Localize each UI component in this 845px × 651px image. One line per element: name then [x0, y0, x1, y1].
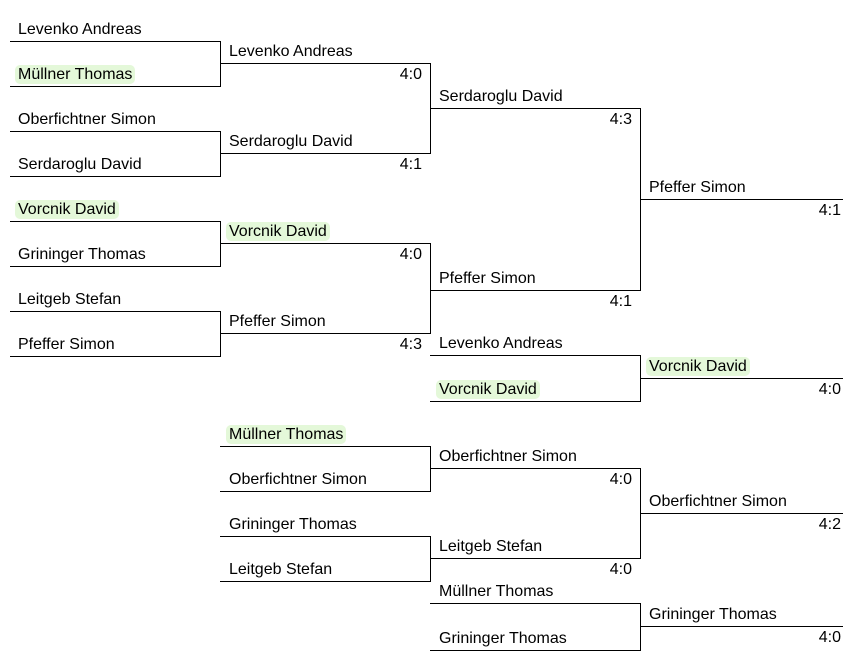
round1-player-name: Oberfichtner Simon — [18, 111, 156, 128]
round1-line — [10, 221, 220, 222]
round2-line — [220, 243, 430, 244]
placement-round2-line — [430, 468, 640, 469]
semifinal-score: 4:3 — [609, 111, 632, 128]
round1-player-name: Müllner Thomas — [15, 65, 135, 84]
placement-round1-line — [220, 536, 430, 537]
third-place-score: 4:0 — [818, 381, 841, 398]
placement-round1-line — [220, 491, 430, 492]
consolation-line — [430, 603, 640, 604]
third-place-winner-line — [640, 378, 843, 379]
consolation-player-name: Grininger Thomas — [439, 630, 567, 647]
semifinal-player-name: Pfeffer Simon — [439, 270, 536, 287]
placement-round1-line — [220, 581, 430, 582]
placement-player-name: Grininger Thomas — [229, 516, 357, 533]
round1-line — [10, 131, 220, 132]
round2-line — [220, 333, 430, 334]
placement-player-name: Oberfichtner Simon — [229, 471, 367, 488]
third-place-player-name: Vorcnik David — [436, 380, 540, 399]
third-place-line — [430, 401, 640, 402]
placement-final-score: 4:2 — [818, 516, 841, 533]
placement-connector — [430, 536, 431, 582]
third-place-winner-name: Vorcnik David — [646, 357, 750, 376]
placement-player-name: Müllner Thomas — [226, 425, 346, 444]
round1-player-name: Levenko Andreas — [18, 21, 142, 38]
placement-round2-line — [430, 558, 640, 559]
final-line — [640, 199, 843, 200]
placement-round2-score: 4:0 — [609, 471, 632, 488]
semifinal-score: 4:1 — [609, 293, 632, 310]
round1-connector — [220, 41, 221, 87]
round2-line — [220, 63, 430, 64]
round2-player-name: Levenko Andreas — [229, 43, 353, 60]
round1-connector — [220, 311, 221, 357]
final-player-name: Pfeffer Simon — [649, 179, 746, 196]
round1-line — [10, 86, 220, 87]
placement-round2-player-name: Oberfichtner Simon — [439, 448, 577, 465]
round1-connector — [220, 221, 221, 267]
round1-line — [10, 311, 220, 312]
consolation-connector — [640, 603, 641, 651]
round1-player-name: Leitgeb Stefan — [18, 291, 122, 308]
round1-line — [10, 176, 220, 177]
round1-player-name: Vorcnik David — [15, 200, 119, 219]
round2-score: 4:0 — [399, 246, 422, 263]
round2-connector — [430, 243, 431, 334]
round1-line — [10, 356, 220, 357]
semifinal-line — [430, 108, 640, 109]
round1-player-name: Pfeffer Simon — [18, 336, 115, 353]
placement-round2-player-name: Leitgeb Stefan — [439, 538, 543, 555]
third-place-line — [430, 355, 640, 356]
round2-player-name: Vorcnik David — [226, 222, 330, 241]
final-score: 4:1 — [818, 202, 841, 219]
round2-score: 4:1 — [399, 156, 422, 173]
consolation-winner-line — [640, 626, 843, 627]
placement-round2-score: 4:0 — [609, 561, 632, 578]
semifinal-line — [430, 290, 640, 291]
round1-line — [10, 266, 220, 267]
round2-line — [220, 153, 430, 154]
placement-connector — [430, 446, 431, 492]
round2-player-name: Pfeffer Simon — [229, 313, 326, 330]
third-place-player-name: Levenko Andreas — [439, 335, 563, 352]
placement-round1-line — [220, 446, 430, 447]
round1-line — [10, 41, 220, 42]
round2-score: 4:3 — [399, 336, 422, 353]
round1-player-name: Grininger Thomas — [18, 246, 146, 263]
semifinal-player-name: Serdaroglu David — [439, 88, 563, 105]
placement-final-name: Oberfichtner Simon — [649, 493, 787, 510]
placement-player-name: Leitgeb Stefan — [229, 561, 333, 578]
round2-score: 4:0 — [399, 66, 422, 83]
round1-connector — [220, 131, 221, 177]
consolation-winner-name: Grininger Thomas — [649, 606, 777, 623]
round1-player-name: Serdaroglu David — [18, 156, 142, 173]
consolation-score: 4:0 — [818, 629, 841, 646]
round2-player-name: Serdaroglu David — [229, 133, 353, 150]
consolation-player-name: Müllner Thomas — [439, 583, 554, 600]
placement-final-line — [640, 513, 843, 514]
